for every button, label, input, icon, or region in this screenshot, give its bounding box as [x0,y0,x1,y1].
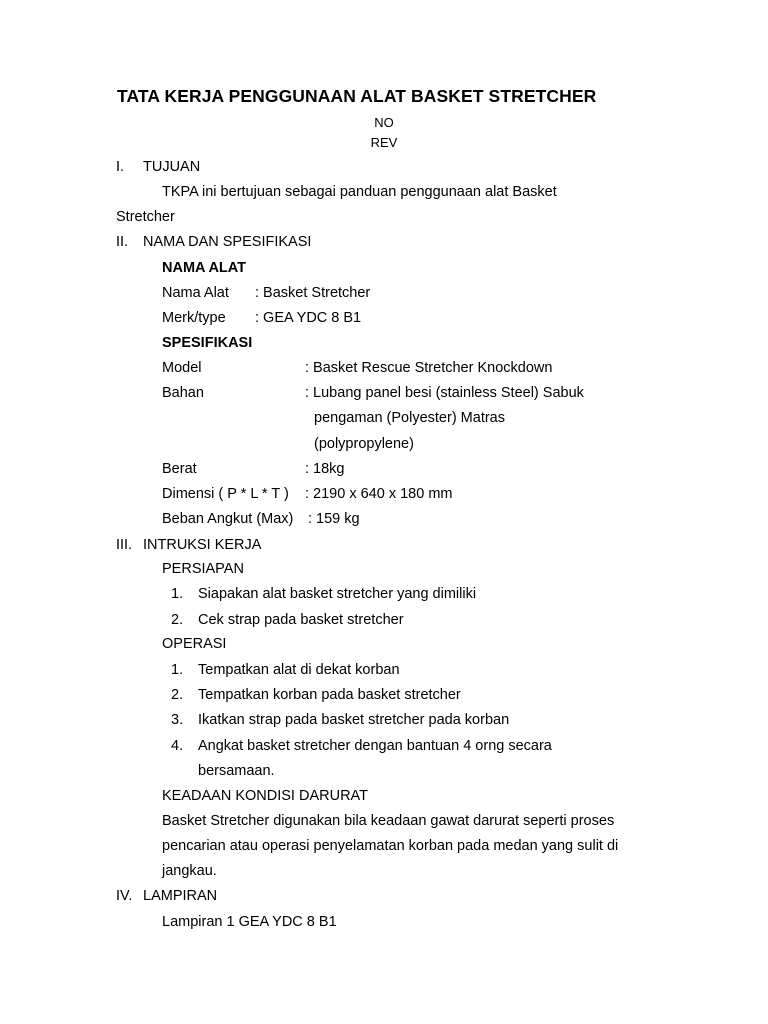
section-4-number: IV. [116,888,133,904]
merk-value: : GEA YDC 8 B1 [255,310,362,326]
spesifikasi-heading: SPESIFIKASI [162,335,253,351]
document-title: TATA KERJA PENGGUNAAN ALAT BASKET STRETCHER [117,86,597,106]
persiapan-item-number: 1. [171,586,184,602]
beban-label: Beban Angkut (Max) [162,511,294,527]
darurat-text-line: jangkau. [162,863,217,879]
operasi-item-text: Tempatkan alat di dekat korban [198,662,400,678]
darurat-text-line: pencarian atau operasi penyelamatan korban pada medan yang sulit di [162,838,619,854]
merk-label: Merk/type [162,310,226,326]
section-1-heading: TUJUAN [143,159,201,175]
operasi-item-text: Tempatkan korban pada basket stretcher [198,687,461,703]
darurat-heading: KEADAAN KONDISI DARURAT [162,788,368,804]
section-3-heading: INTRUKSI KERJA [143,537,262,553]
operasi-item-text-cont: bersamaan. [198,763,275,779]
bahan-value-cont: pengaman (Polyester) Matras [314,410,505,426]
section-2-number: II. [116,234,129,250]
beban-value: : 159 kg [308,511,360,527]
section-4-heading: LAMPIRAN [143,888,218,904]
berat-label: Berat [162,461,197,477]
operasi-heading: OPERASI [162,636,227,652]
section-1-text-line: Stretcher [116,209,175,225]
persiapan-heading: PERSIAPAN [162,561,244,577]
model-value: : Basket Rescue Stretcher Knockdown [305,360,553,376]
nama-alat-value: : Basket Stretcher [255,285,371,301]
model-label: Model [162,360,202,376]
bahan-value: : Lubang panel besi (stainless Steel) Sabuk [305,385,584,401]
section-3-number: III. [116,537,133,553]
persiapan-item-text: Cek strap pada basket stretcher [198,612,404,628]
operasi-item-number: 4. [171,738,184,754]
nama-alat-label: Nama Alat [162,285,229,301]
darurat-text-line: Basket Stretcher digunakan bila keadaan gawat darurat seperti proses [162,813,615,829]
operasi-item-number: 3. [171,712,184,728]
section-2-heading: NAMA DAN SPESIFIKASI [143,234,312,250]
dimensi-value: : 2190 x 640 x 180 mm [305,486,453,502]
operasi-item-text: Ikatkan strap pada basket stretcher pada korban [198,712,510,728]
berat-value: : 18kg [305,461,345,477]
bahan-value-cont: (polypropylene) [314,436,414,452]
nama-alat-heading: NAMA ALAT [162,260,247,276]
lampiran-text: Lampiran 1 GEA YDC 8 B1 [162,914,337,930]
dimensi-label: Dimensi ( P * L * T ) [162,486,289,502]
operasi-item-number: 1. [171,662,184,678]
section-1-text-line: TKPA ini bertujuan sebagai panduan penggunaan alat Basket [162,184,557,200]
bahan-label: Bahan [162,385,204,401]
operasi-item-text: Angkat basket stretcher dengan bantuan 4 orng secara [198,738,552,754]
persiapan-item-text: Siapakan alat basket stretcher yang dimiliki [198,586,477,602]
section-1-number: I. [116,159,125,175]
rev-label: REV [370,135,398,150]
operasi-item-number: 2. [171,687,184,703]
no-label: NO [374,115,394,130]
persiapan-item-number: 2. [171,612,184,628]
